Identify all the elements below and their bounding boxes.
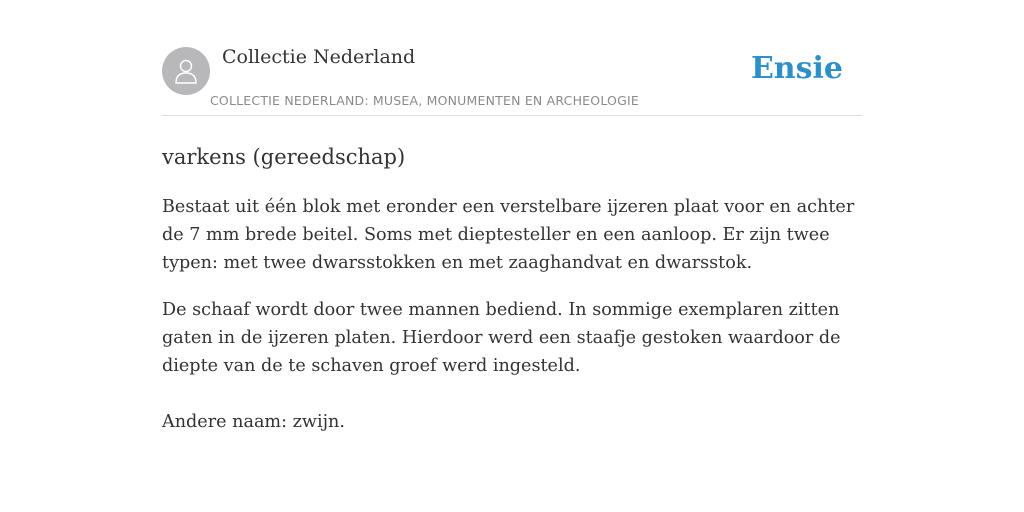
brand-logo[interactable]: Ensie <box>750 51 843 86</box>
entry-title: varkens (gereedschap) <box>162 145 406 169</box>
avatar[interactable] <box>162 47 210 95</box>
entry-paragraph: De schaaf wordt door twee mannen bediend. In sommige exemplaren zitten gaten in de ijzeren platen. Hierdoor werd een staafje gestoken waardoor de diepte van de te schaven groef werd ingesteld. <box>162 300 841 376</box>
source-subtitle[interactable]: COLLECTIE NEDERLAND: MUSEA, MONUMENTEN EN ARCHEOLOGIE <box>210 93 639 108</box>
entry-paragraph: Bestaat uit één blok met eronder een verstelbare ijzeren plaat voor en achter de 7 mm brede beitel. Soms met dieptesteller en een aanloop. Er zijn twee typen: met twee dwarsstokken en met zaaghandvat en dwarsstok. <box>162 197 855 273</box>
user-placeholder-icon <box>171 56 201 86</box>
entry-paragraph: Andere naam: zwijn. <box>162 412 345 432</box>
author-name[interactable]: Collectie Nederland <box>222 46 416 68</box>
entry-card <box>162 40 862 436</box>
entry-header <box>162 40 862 116</box>
